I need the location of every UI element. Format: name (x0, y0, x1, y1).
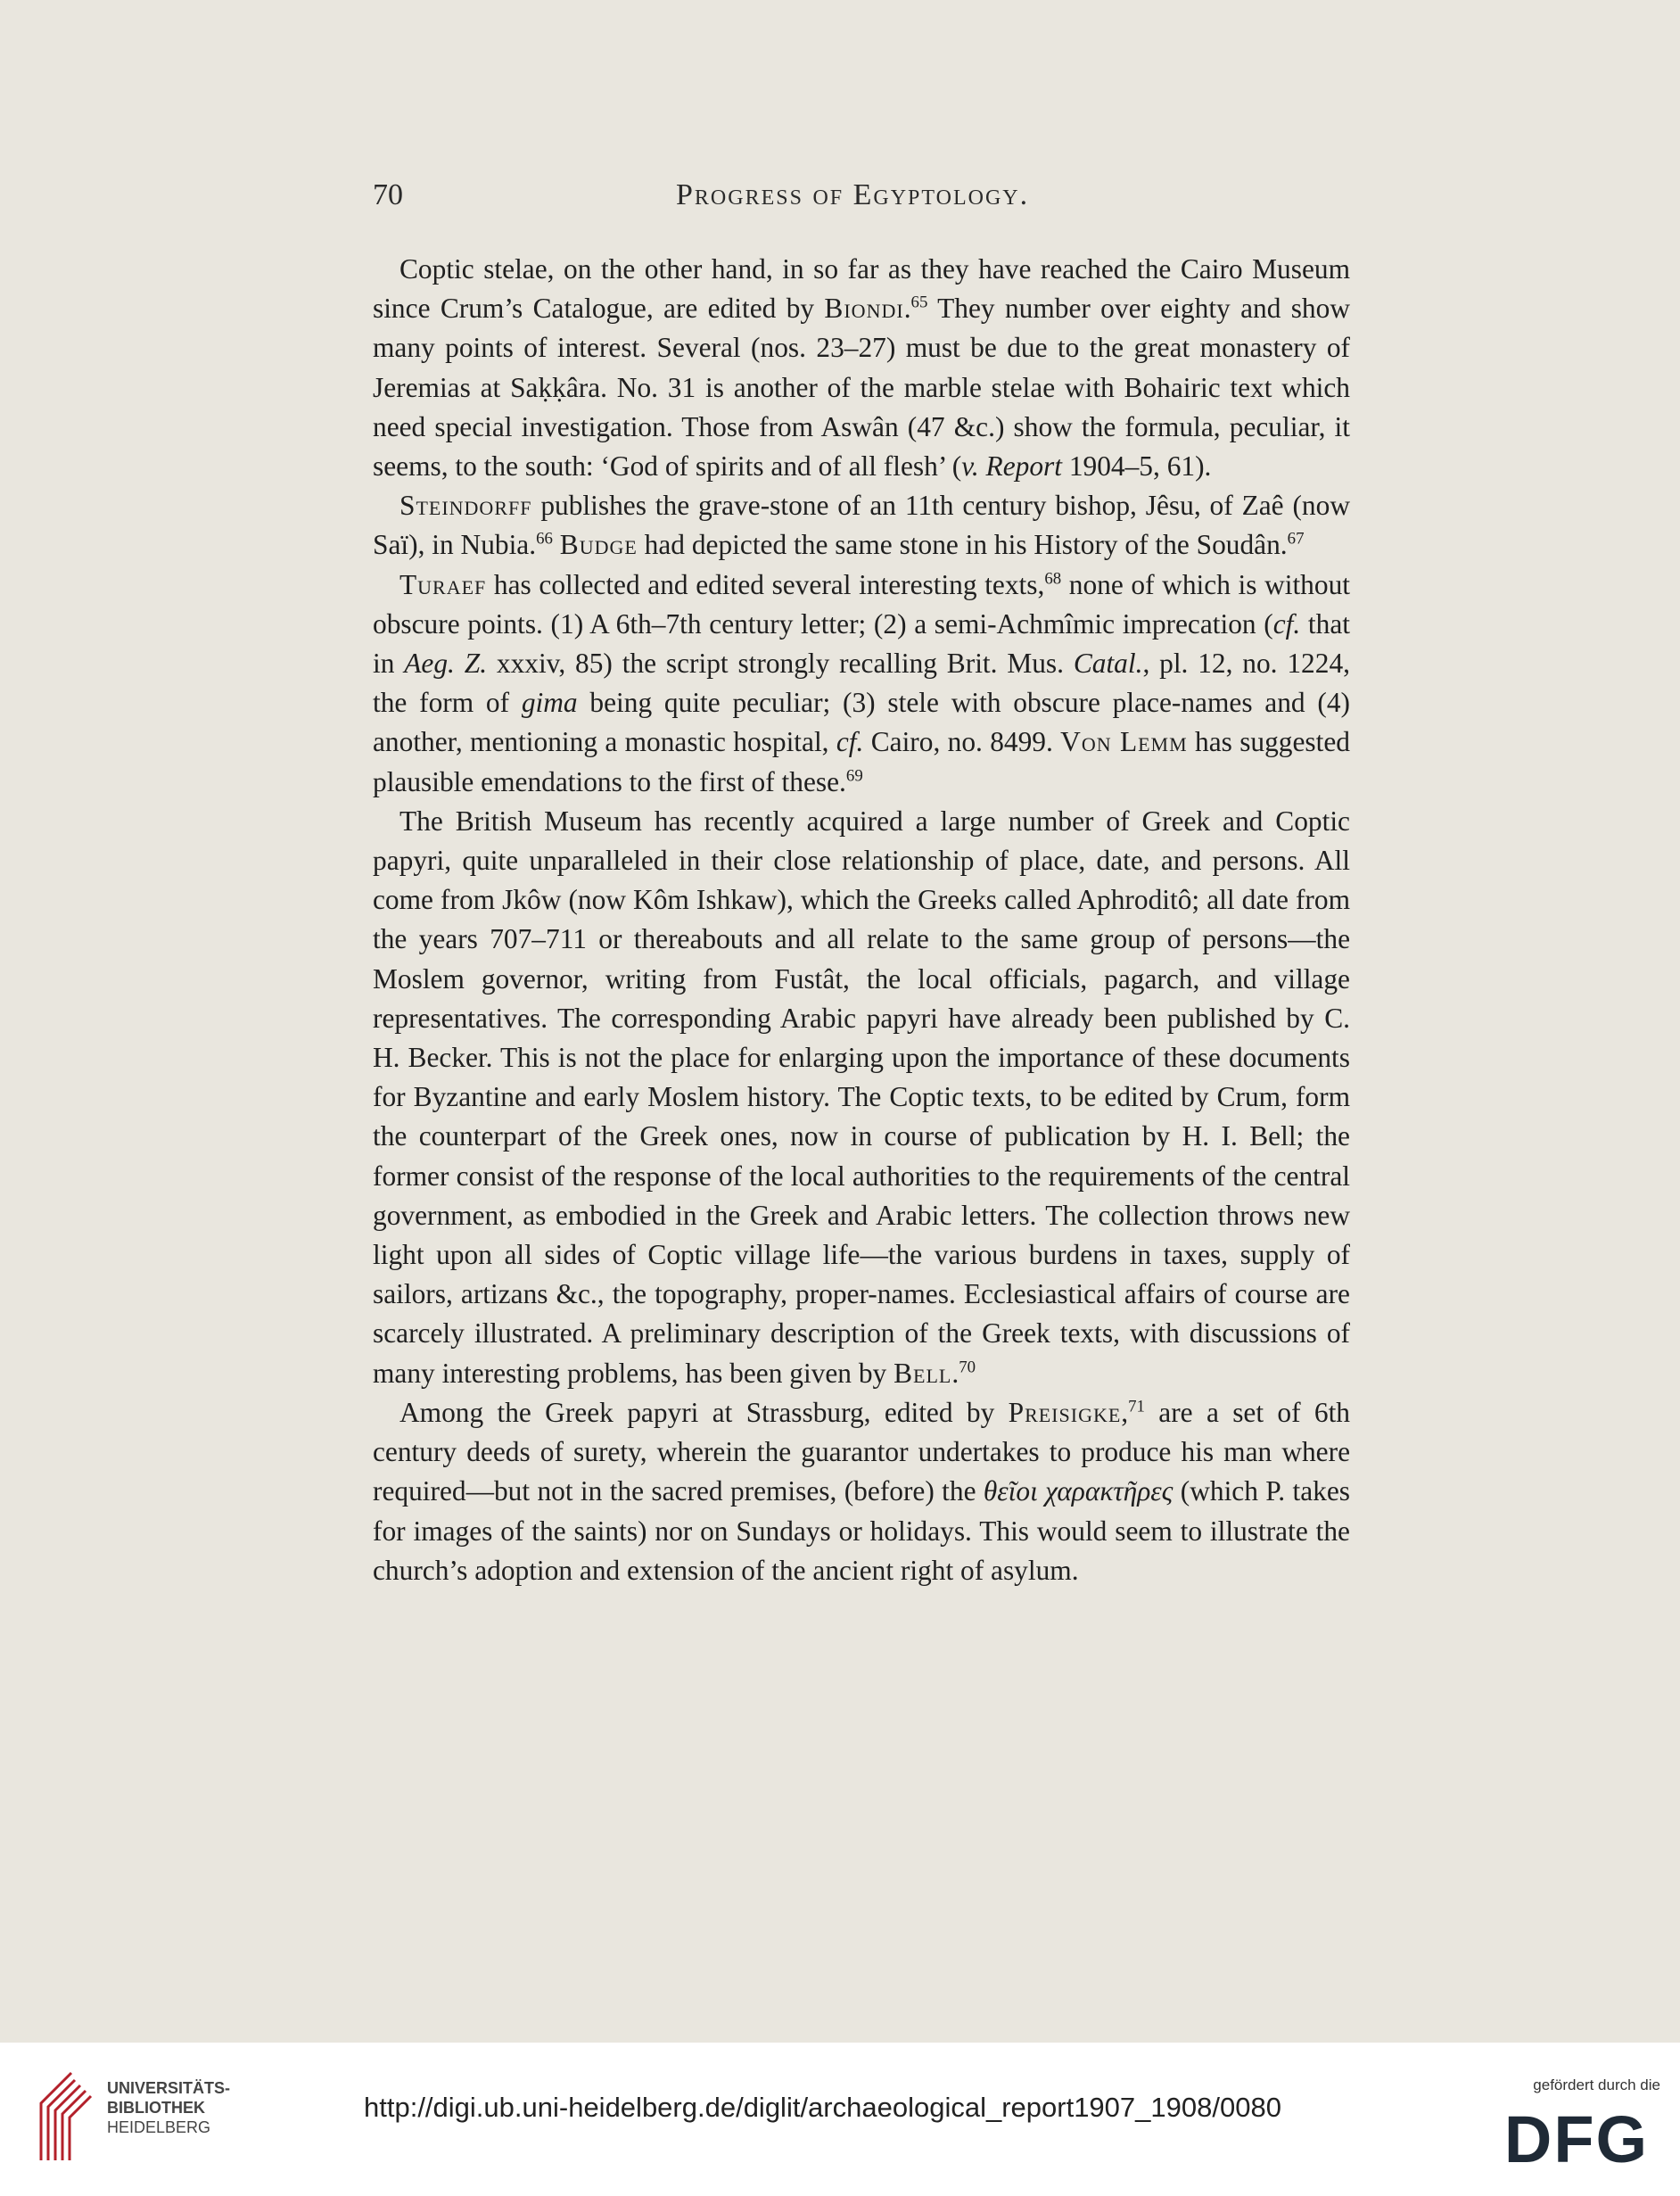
paragraph: Steindorff publishes the grave-stone of an 11th century bishop, Jêsu, of Zaê (now Saï), in Nubia.$^{66}$ Budge had depicted the same stone in his History of the Soudân.$^{67}$ (373, 490, 1350, 561)
library-logo-text (107, 2078, 230, 2137)
svg-text:DFG: DFG (1503, 2105, 1650, 2169)
page-header (373, 178, 1354, 232)
logo-line: HEIDELBERG (107, 2118, 211, 2136)
body-text (373, 250, 1350, 1590)
permalink-url[interactable]: http://digi.ub.uni-heidelberg.de/diglit/archaeological_report1907_1908/0080 (364, 2092, 1281, 2123)
paragraph: The British Museum has recently acquired a large number of Greek and Coptic papyri, quite unparalleled in their close relationship of place, date, and persons. All come from Jkôw (now Kôm Ishkaw), which the Greeks called Aphroditô; all date from the years 707–711 or thereabouts and all relate to the same group of persons—the Moslem governor, writing from Fustât, the local officials, pagarch, and village representatives. The corresponding Arabic papyri have already been published by C. H. Becker. This is not the place for enlarging upon the importance of these documents for Byzantine and early Moslem history. The Coptic texts, to be edited by Crum, form the counterpart of the Greek ones, now in course of publication by H. I. Bell; the former consist of the response of the local authorities to the requirements of the central government, as embodied in the Greek and Arabic letters. The collection throws new light upon all sides of Coptic village life—the various burdens in taxes, supply of sailors, artizans &c., the topography, proper-names. Ecclesiastical affairs of course are scarcely illustrated. A preliminary description of the Greek texts, with discussions of many interesting problems, has been given by Bell.$^{70}$ (373, 805, 1350, 1389)
running-title: Progress of Egyptology. (676, 178, 1030, 211)
dfg-logo-icon (1496, 2105, 1657, 2169)
library-logo-icon (36, 2068, 96, 2166)
library-logo[interactable] (36, 2068, 268, 2166)
page-number: 70 (373, 178, 403, 211)
logo-line: BIBLIOTHEK (107, 2099, 205, 2117)
paragraph: Coptic stelae, on the other hand, in so far as they have reached the Cairo Museum since Crum’s Catalogue, are edited by Biondi.$^{65}$ They number over eighty and show many points of interest. Several (nos. 23–27) must be due to the great monastery of Jeremias at Saḳḳâra. No. 31 is another of the marble stelae with Bohairic text which need special investigation. Those from Aswân (47 &c.) show the formula, peculiar, it seems, to the south: ‘God of spirits and of all flesh’ (v. Report 1904–5, 61). (373, 253, 1350, 483)
paragraph: Among the Greek papyri at Strassburg, edited by Preisigke,$^{71}$ are a set of 6th century deeds of surety, wherein the guarantor undertakes to produce his man where required—but not in the sacred premises, (before) the θεῖοι χαρακτῆρες (which P. takes for images of the saints) nor on Sundays or holidays. This would seem to illustrate the church’s adoption and extension of the ancient right of asylum. (373, 1396, 1350, 1586)
funder-block[interactable] (1491, 2076, 1660, 2184)
funder-label: gefördert durch die (1533, 2076, 1660, 2093)
paragraph: Turaef has collected and edited several interesting texts,$^{68}$ none of which is without obscure points. (1) A 6th–7th century letter; (2) a semi-Achmîmic imprecation (cf. that in Aeg. Z. xxxiv, 85) the script strongly recalling Brit. Mus. Catal., pl. 12, no. 1224, the form of gima being quite peculiar; (3) stele with obscure place-names and (4) another, mentioning a monastic hospital, cf. Cairo, no. 8499. Von Lemm has suggested plausible emendations to the first of these.$^{69}$ (373, 568, 1351, 797)
logo-line: UNIVERSITÄTS- (107, 2079, 231, 2097)
